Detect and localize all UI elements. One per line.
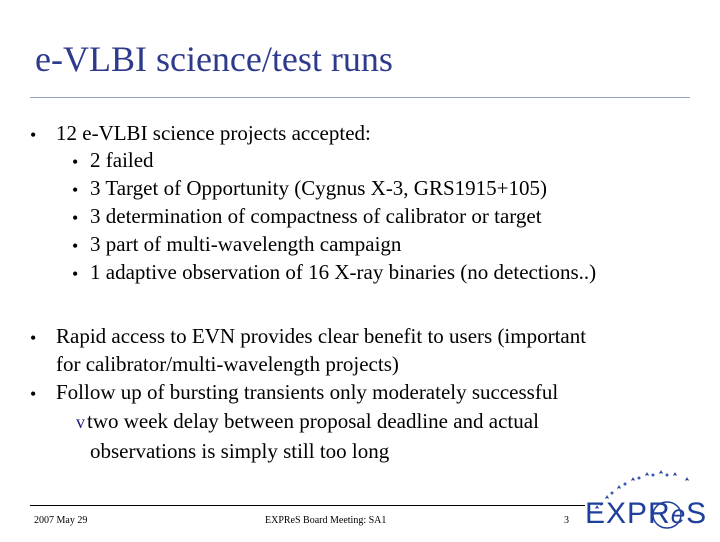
title-rule: [30, 97, 690, 98]
footer-date: 2007 May 29: [34, 515, 88, 526]
bullet-icon: •: [30, 328, 37, 348]
sub-item-delay-cont: observations is simply still too long: [90, 439, 390, 463]
sub-item-target-of-opportunity: 3 Target of Opportunity (Cygnus X-3, GRS1915+105): [90, 176, 547, 200]
bullet-text-rapid-access-cont: for calibrator/multi-wavelength projects): [56, 352, 399, 376]
sub-item-failed: 2 failed: [90, 148, 154, 172]
bullet-icon: •: [72, 152, 79, 172]
expres-logo: [575, 465, 715, 537]
page-number: 3: [564, 515, 569, 526]
sub-item-delay-text: two week delay between proposal deadline and actual: [87, 409, 539, 433]
logo-wordmark: EXPReS: [585, 497, 708, 530]
bullet-icon: •: [72, 236, 79, 256]
sub-item-adaptive-observation: 1 adaptive observation of 16 X-ray binaries (no detections..): [90, 260, 597, 284]
bullet-text-projects: 12 e-VLBI science projects accepted:: [56, 121, 371, 145]
bullet-icon: •: [30, 384, 37, 404]
bullet-icon: •: [30, 125, 37, 145]
bullet-text-follow-up: Follow up of bursting transients only moderately successful: [56, 380, 559, 404]
diamond-bullet-icon: v: [76, 412, 85, 432]
bullet-text-rapid-access: Rapid access to EVN provides clear benefit to users (important: [56, 324, 587, 348]
bullet-icon: •: [72, 208, 79, 228]
footer-rule: [30, 505, 585, 506]
bullet-icon: •: [72, 180, 79, 200]
bullet-icon: •: [72, 264, 79, 284]
slide-title: e-VLBI science/test runs: [35, 39, 393, 79]
sub-item-compactness: 3 determination of compactness of calibrator or target: [90, 204, 542, 228]
footer-meeting: EXPReS Board Meeting: SA1: [265, 515, 387, 526]
sub-item-delay: [76, 409, 539, 434]
sub-item-multiwavelength: 3 part of multi-wavelength campaign: [90, 232, 402, 256]
